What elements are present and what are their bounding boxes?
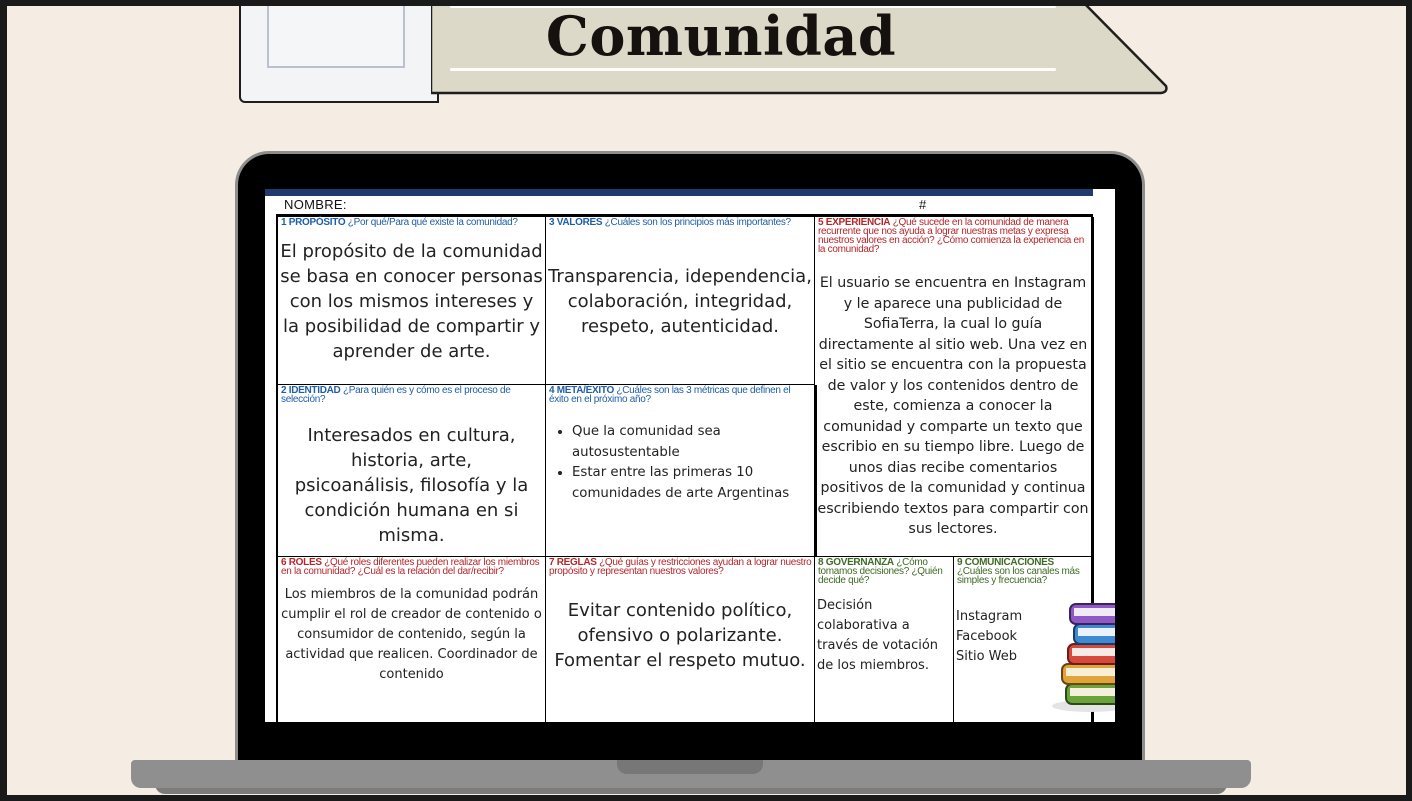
cell-label: 6 ROLES ¿Qué roles diferentes pueden realizar los miembros en la comunidad? ¿Cuál es la relación del dar/recibir? [281, 557, 540, 577]
cell-proposito [278, 217, 548, 387]
name-label: NOMBRE: [284, 197, 347, 212]
laptop-screen [265, 189, 1115, 722]
banner-left-panel [239, 6, 439, 103]
cell-roles [278, 557, 548, 722]
cell-label: 5 EXPERIENCIA ¿Qué sucede en la comunidad de manera recurrente que nos ayuda a lograr nuestras metas y expresa nuestros valores en acción? ¿Cómo comienza la experiencia en la comunidad? [818, 217, 1085, 255]
cell-label: 2 IDENTIDAD ¿Para quién es y cómo es el proceso de selección? [281, 385, 511, 405]
slide-title: Comunidad [545, 6, 897, 68]
cell-text: Decisión colaborativa a través de votación de los miembros. [817, 598, 939, 673]
cell-text: Los miembros de la comunidad podrán cumplir el rol de creador de contenido o consumidor de contenido, según la actividad que realicen. Coordinador de contenido [281, 587, 542, 682]
cell-valores [546, 217, 817, 387]
laptop-notch [617, 760, 763, 774]
cell-label: 9 COMUNICACIONES ¿Cuáles son los canales más simples y frecuencia? [957, 557, 1080, 586]
paper-sheet-decoration [267, 6, 405, 68]
cell-list [548, 422, 812, 504]
list-item: • Estar entre las primeras 10 comunidades de arte Argentinas [572, 463, 812, 504]
channel-item: Sitio Web [956, 649, 1018, 664]
cell-identidad [278, 385, 548, 559]
banner-line-bottom [450, 68, 1056, 71]
cell-meta [546, 385, 817, 559]
cell-label: 1 PROPÓSITO ¿Por qué/Para qué existe la comunidad? [281, 217, 518, 228]
cell-text: Transparencia, idependencia, colaboración, integridad, respeto, autenticidad. [548, 266, 812, 337]
cell-text: El propósito de la comunidad se basa en conocer personas con los mismos intereses y la posibilidad de compartir y aprender de arte. [280, 241, 543, 362]
list-item: • Que la comunidad sea autosustentable [572, 422, 812, 463]
slide [7, 6, 1406, 795]
cell-label: 7 REGLAS ¿Qué guías y restricciones ayudan a lograr nuestro propósito y representan nuestros valores? [549, 557, 812, 577]
cell-label: 8 GOVERNANZA ¿Cómo tomamos decisiones? ¿Quién decide qué? [818, 557, 943, 586]
cell-experiencia [815, 217, 1094, 559]
channel-item: Instagram [956, 609, 1023, 624]
canvas-header-strip [265, 189, 1093, 196]
cell-text: Interesados en cultura, historia, arte, psicoanálisis, filosofía y la condición humana en si misma. [294, 425, 529, 546]
number-label: # [919, 197, 927, 212]
books-icon [1040, 574, 1115, 719]
cell-reglas [546, 557, 817, 722]
cell-text: Evitar contenido político, ofensivo o polarizante. Fomentar el respeto mutuo. [554, 600, 806, 671]
cell-governanza [815, 557, 956, 722]
community-canvas-grid [276, 214, 1093, 722]
cell-label: 3 VALORES ¿Cuáles son los principios más importantes? [549, 217, 791, 228]
cell-text: El usuario se encuentra en Instagram y le aparece una publicidad de SofiaTerra, la cual lo guía directamente al sitio web. Una vez en el sitio se encuentra con la propuesta de valor y los contenidos dentro de este, comienza a conocer la comunidad y comparte un texto que escribio en su tiempo libre. Luego de unos dias recibe comentarios positivos de la comunidad y continua escribiendo textos para compartir con sus lectores. [817, 275, 1089, 537]
cell-label: 4 META/ÉXITO ¿Cuáles son las 3 métricas que definen el éxito en el próximo año? [549, 385, 791, 405]
channel-item: Facebook [956, 629, 1018, 644]
